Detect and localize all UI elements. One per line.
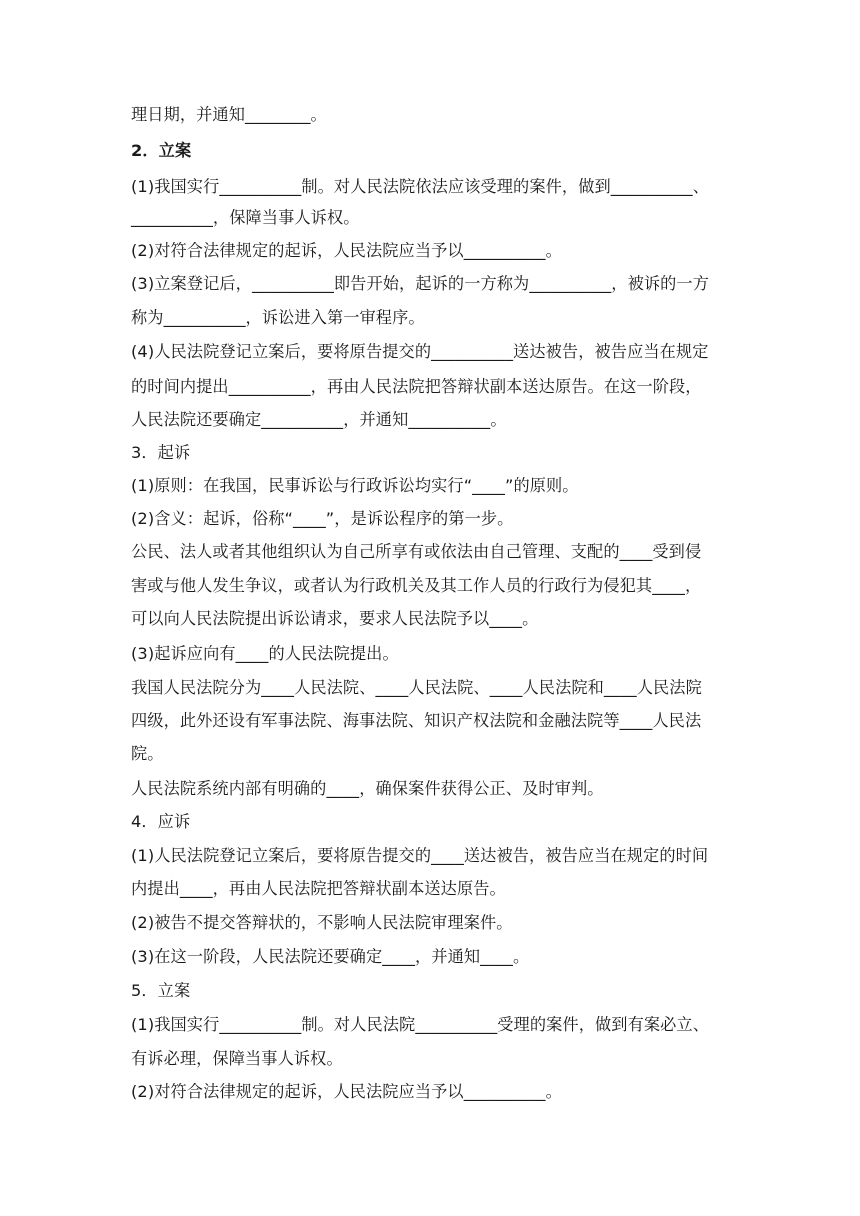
text-line: 院。: [131, 744, 164, 763]
text-line: (1)原则：在我国，民事诉讼与行政诉讼均实行“____”的原则。: [131, 476, 579, 495]
text-line: 理日期，并通知________。: [131, 105, 327, 124]
text-line: 人民法院还要确定__________，并通知__________。: [131, 410, 507, 429]
text-line: 四级，此外还设有军事法院、海事法院、知识产权法院和金融法院等____人民法: [131, 711, 702, 730]
text-line: (2)含义：起诉，俗称“____”，是诉讼程序的第一步。: [131, 509, 514, 528]
section-heading: 4．应诉: [131, 812, 191, 831]
text-line: (3)在这一阶段，人民法院还要确定____，并通知____。: [131, 947, 530, 966]
text-line: 的时间内提出__________，再由人民法院把答辩状副本送达原告。在这一阶段，: [131, 377, 702, 396]
text-line: (3)起诉应向有____的人民法院提出。: [131, 644, 399, 663]
text-line: (1)我国实行__________制。对人民法院__________受理的案件，做到有案必立、: [131, 1015, 710, 1034]
text-line: (1)我国实行__________制。对人民法院依法应该受理的案件，做到__________、: [131, 177, 710, 196]
text-line: 可以向人民法院提出诉讼请求，要求人民法院予以____。: [131, 609, 539, 628]
text-line: 有诉必理，保障当事人诉权。: [131, 1049, 343, 1068]
text-line: (1)人民法院登记立案后，要将原告提交的____送达被告，被告应当在规定的时间: [131, 846, 709, 865]
text-line: 公民、法人或者其他组织认为自己所享有或依法由自己管理、支配的____受到侵: [131, 542, 702, 561]
text-line: (2)对符合法律规定的起诉，人民法院应当予以__________。: [131, 1082, 562, 1101]
text-line: 内提出____，再由人民法院把答辩状副本送达原告。: [131, 879, 506, 898]
text-line: (2)被告不提交答辩状的，不影响人民法院审理案件。: [131, 913, 513, 932]
text-line: (2)对符合法律规定的起诉，人民法院应当予以__________。: [131, 241, 562, 260]
text-line: 我国人民法院分为____人民法院、____人民法院、____人民法院和____人民法院: [131, 678, 702, 697]
section-heading: 5．立案: [131, 981, 191, 1000]
text-line: 人民法院系统内部有明确的____，确保案件获得公正、及时审判。: [131, 779, 604, 798]
section-heading: 3．起诉: [131, 443, 191, 462]
text-line: __________，保障当事人诉权。: [131, 208, 360, 227]
text-line: 害或与他人发生争议，或者认为行政机关及其工作人员的行政行为侵犯其____，: [131, 576, 702, 595]
text-line: 称为__________，诉讼进入第一审程序。: [131, 308, 425, 327]
text-line: (3)立案登记后，__________即告开始，起诉的一方称为__________，被诉的一方: [131, 274, 710, 293]
section-heading: 2．立案: [131, 141, 192, 160]
text-line: (4)人民法院登记立案后，要将原告提交的__________送达被告，被告应当在规定: [131, 342, 709, 361]
